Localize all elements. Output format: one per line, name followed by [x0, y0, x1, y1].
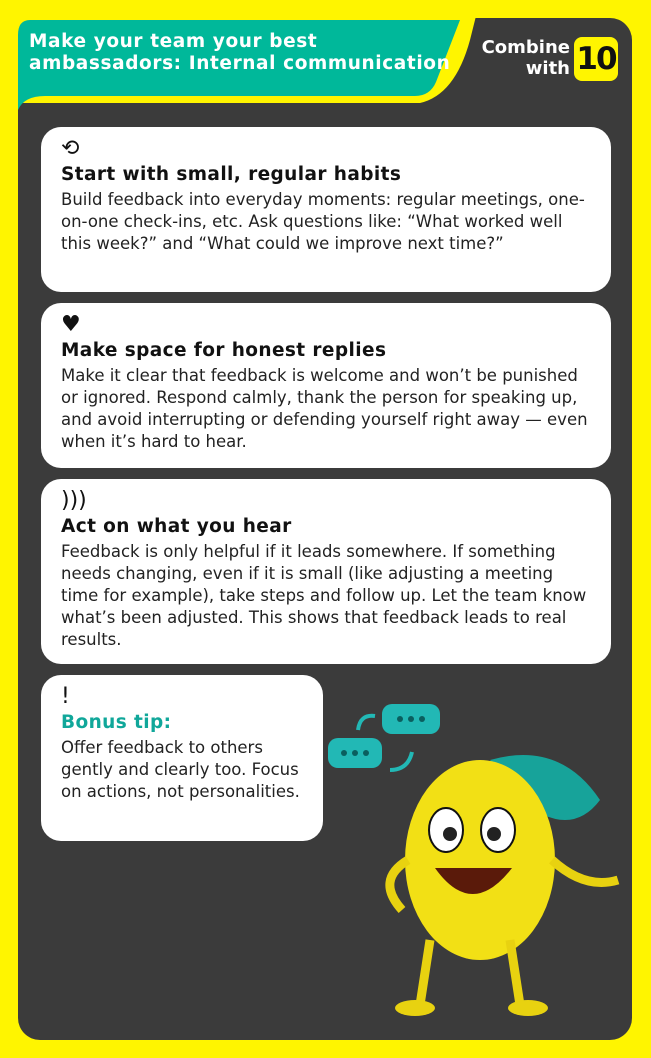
card-body: Offer feedback to others gently and clearly too. Focus on actions, not personalities. [61, 738, 300, 801]
tip-card [41, 479, 611, 664]
combine-text: with [525, 58, 570, 79]
card-title: Start with small, regular habits [61, 164, 402, 185]
title-line: Make your team your best [29, 31, 318, 52]
lemon-mascot-illustration [320, 690, 630, 1030]
combine-label [470, 37, 570, 79]
card-body: Feedback is only helpful if it leads somewhere. If something needs changing, even if it is small (like adjusting a meeting time for example), take steps and follow up. Let the team know what’s been adjusted. This shows that feedback leads to real results. [61, 542, 587, 649]
card-title: Act on what you hear [61, 516, 292, 537]
refresh-hand-icon: ⟲ [61, 136, 80, 161]
ear-listening-icon: ))) [61, 488, 87, 513]
card-title: Make space for honest replies [61, 340, 387, 361]
page-title [29, 31, 450, 75]
tip-card [41, 127, 611, 292]
card-body: Make it clear that feedback is welcome and won’t be punished or ignored. Respond calmly, thank the person for speaking up, and avoid interrupting or defending yourself right away — even when it’s hard to hear. [61, 366, 588, 451]
chat-bubbles-icon [328, 704, 440, 770]
tip-card [41, 303, 611, 468]
title-line: ambassadors: Internal communication [29, 53, 451, 74]
combine-text: Combine [481, 37, 570, 58]
bonus-tip-card [41, 675, 323, 841]
card-title: Bonus tip: [61, 712, 172, 733]
combine-number-badge: 10 [574, 37, 618, 81]
heart-hand-icon: ♥ [61, 312, 81, 337]
exclamation-icon: ! [61, 684, 70, 709]
card-body: Build feedback into everyday moments: regular meetings, one-on-one check-ins, etc. Ask questions like: “What worked well this week?” and “What could we improve next time?” [61, 190, 585, 253]
